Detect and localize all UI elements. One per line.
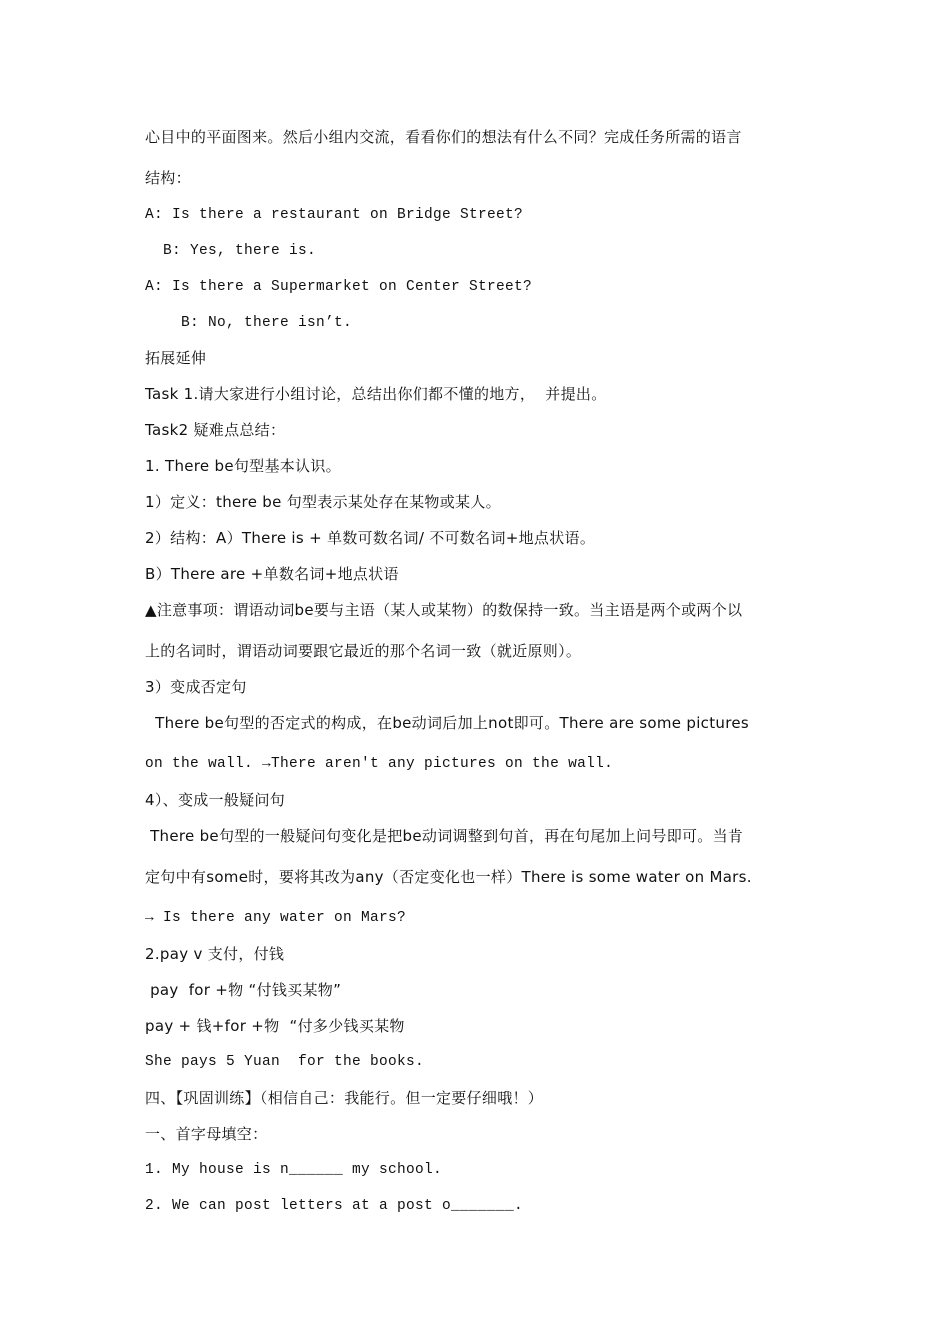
exercise-item-2: 2. We can post letters at a post o_______. xyxy=(145,1198,524,1214)
text-line-17: There be句型的否定式的构成，在be动词后加上not即可。There are some pictures xyxy=(145,714,749,732)
text-line-4: B: Yes, there is. xyxy=(145,243,317,259)
text-line-18: on the wall. →There aren't any pictures on the wall. xyxy=(145,756,614,772)
text-line-14: ▲注意事项：谓语动词be要与主语（某人或某物）的数保持一致。当主语是两个或两个以 xyxy=(145,601,743,619)
exercise-item-1: 1. My house is n______ my school. xyxy=(145,1162,443,1178)
exercise-heading: 一、首字母填空： xyxy=(145,1125,268,1143)
text-line-1: 心目中的平面图来。然后小组内交流，看看你们的想法有什么不同？完成任务所需的语言 xyxy=(145,128,742,146)
text-line-23: 2.pay v 支付，付钱 xyxy=(145,945,285,963)
text-line-11: 1）定义：there be 句型表示某处存在某物或某人。 xyxy=(145,493,501,511)
text-line-13: B）There are +单数名词+地点状语 xyxy=(145,565,399,583)
text-line-12: 2）结构：A）There is + 单数可数名词/ 不可数名词+地点状语。 xyxy=(145,529,596,547)
text-line-24: pay for +物 “付钱买某物” xyxy=(145,981,342,999)
text-line-25: pay + 钱+for +物 “付多少钱买某物 xyxy=(145,1017,405,1035)
text-line-5: A: Is there a Supermarket on Center Street? xyxy=(145,279,533,295)
text-line-21: 定句中有some时，要将其改为any（否定变化也一样）There is some water on Mars. xyxy=(145,868,752,886)
text-line-19: 4）、变成一般疑问句 xyxy=(145,791,286,809)
text-line-2: 结构： xyxy=(145,169,191,187)
text-line-16: 3）变成否定句 xyxy=(145,678,247,696)
text-line-10: 1. There be句型基本认识。 xyxy=(145,457,341,475)
text-line-26: She pays 5 Yuan for the books. xyxy=(145,1054,425,1070)
text-line-8: Task 1.请大家进行小组讨论，总结出你们都不懂的地方， 并提出。 xyxy=(145,385,607,403)
section-heading-practice: 四、【巩固训练】（相信自己：我能行。但一定要仔细哦！） xyxy=(145,1089,544,1107)
text-line-15: 上的名词时，谓语动词要跟它最近的那个名词一致（就近原则）。 xyxy=(145,642,582,660)
section-heading-extension: 拓展延伸 xyxy=(145,349,207,367)
text-line-6: B: No, there isn’t. xyxy=(145,315,353,331)
text-line-20: There be句型的一般疑问句变化是把be动词调整到句首，再在句尾加上问号即可。当肯 xyxy=(145,827,744,845)
text-line-22: → Is there any water on Mars? xyxy=(145,910,407,926)
text-line-3: A: Is there a restaurant on Bridge Street? xyxy=(145,207,524,223)
text-line-9: Task2 疑难点总结： xyxy=(145,421,286,439)
